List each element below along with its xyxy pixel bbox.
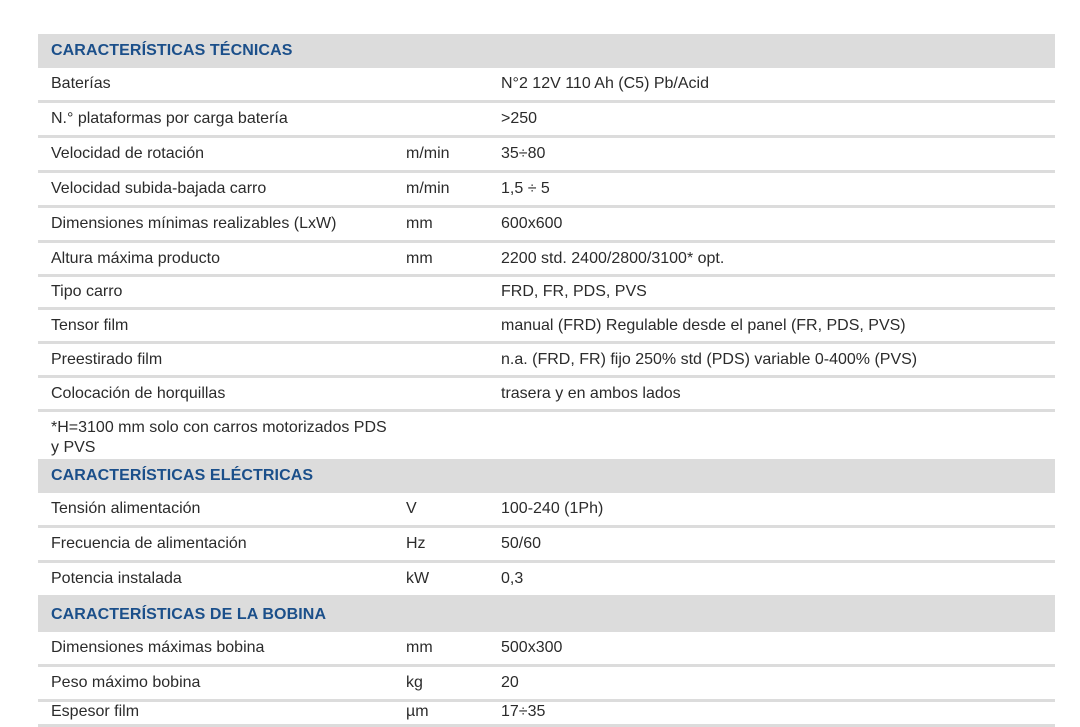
row-unit: Hz [406, 535, 426, 552]
row-value: 50/60 [501, 535, 542, 552]
row-label: Baterías [51, 75, 111, 92]
table-row [38, 208, 1055, 243]
row-unit: mm [406, 639, 433, 656]
row-value: 20 [501, 674, 519, 691]
row-label: Tensión alimentación [51, 500, 201, 517]
row-unit: m/min [406, 145, 450, 162]
row-value: 2200 std. 2400/2800/3100* opt. [501, 249, 725, 267]
row-label: Dimensiones máximas bobina [51, 639, 265, 656]
table-row [38, 563, 1055, 598]
table-row [38, 138, 1055, 173]
row-value: 1,5 ÷ 5 [501, 180, 550, 197]
footnote-row [38, 412, 1055, 459]
row-value: 17÷35 [501, 703, 546, 720]
row-unit: µm [406, 703, 429, 720]
table-row [38, 632, 1055, 667]
row-value: n.a. (FRD, FR) fijo 250% std (PDS) variable 0-400% (PVS) [501, 350, 918, 368]
row-unit: mm [406, 249, 433, 267]
row-unit: kg [406, 674, 423, 691]
table-row [38, 68, 1055, 103]
row-label: Colocación de horquillas [51, 384, 226, 402]
row-label: Peso máximo bobina [51, 674, 201, 691]
table-row [38, 528, 1055, 563]
row-value: 600x600 [501, 215, 563, 232]
row-value: >250 [501, 110, 538, 127]
table-row [38, 173, 1055, 208]
row-label: Tipo carro [51, 283, 123, 300]
row-unit: mm [406, 215, 433, 232]
table-row [38, 243, 1055, 277]
row-value: FRD, FR, PDS, PVS [501, 283, 647, 300]
row-unit: m/min [406, 180, 450, 197]
row-label: Espesor film [51, 703, 140, 720]
section-header-bobina: CARACTERÍSTICAS DE LA BOBINA [38, 598, 1055, 632]
row-label: Velocidad subida-bajada carro [51, 180, 267, 197]
table-row [38, 493, 1055, 528]
section-header-tecnicas: CARACTERÍSTICAS TÉCNICAS [38, 34, 1055, 68]
table-row [38, 103, 1055, 138]
row-value: N°2 12V 110 Ah (C5) Pb/Acid [501, 75, 709, 92]
table-row [38, 277, 1055, 310]
row-unit: V [406, 500, 417, 517]
row-value: 500x300 [501, 639, 563, 656]
row-label: Tensor film [51, 316, 129, 334]
section-header-electricas: CARACTERÍSTICAS ELÉCTRICAS [38, 459, 1055, 493]
spec-table [38, 34, 1055, 727]
table-row [38, 667, 1055, 702]
row-label: Preestirado film [51, 350, 163, 368]
row-value: 35÷80 [501, 145, 546, 162]
row-value: trasera y en ambos lados [501, 384, 681, 402]
row-unit: kW [406, 570, 430, 587]
table-row [38, 310, 1055, 344]
row-label: Dimensiones mínimas realizables (LxW) [51, 215, 337, 232]
row-value: manual (FRD) Regulable desde el panel (FR, PDS, PVS) [501, 316, 906, 334]
table-row [38, 378, 1055, 412]
table-row [38, 344, 1055, 378]
row-value: 0,3 [501, 570, 524, 587]
row-label: N.° plataformas por carga batería [51, 110, 288, 127]
row-label: Frecuencia de alimentación [51, 535, 247, 552]
row-value: 100-240 (1Ph) [501, 500, 604, 517]
row-label: Potencia instalada [51, 570, 182, 587]
footnote-text: *H=3100 mm solo con carros motorizados PDS y PVS [51, 418, 387, 456]
row-label: Altura máxima producto [51, 249, 220, 267]
table-row [38, 702, 1055, 727]
row-label: Velocidad de rotación [51, 145, 204, 162]
